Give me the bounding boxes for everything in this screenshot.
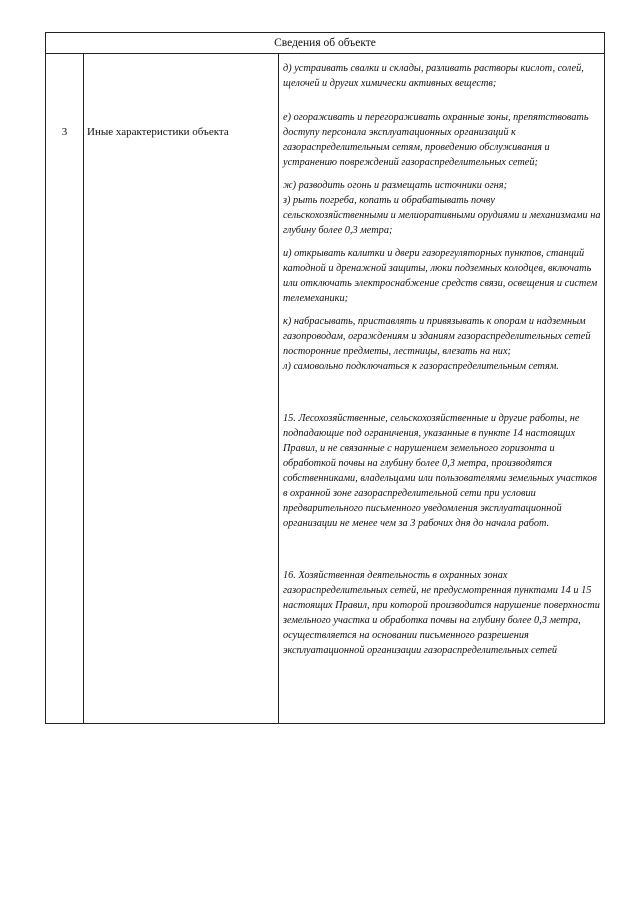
paragraph-i: и) открывать калитки и двери газорегуляторных пунктов, станций катодной и дренажной защиты, люки подземных колодцев, включать или отключать электроснабжение средств связи, освещения и систем телемеханики; <box>283 248 598 304</box>
column-divider <box>278 53 279 723</box>
row-number: 3 <box>61 126 68 138</box>
paragraph-15: 15. Лесохозяйственные, сельскохозяйственные и другие работы, не подпадающие под ограничения, указанные в пункте 14 настоящих Правил, и не связанные с нарушением земельного горизонта и обработкой почвы на глубину более 0,3 метра, производятся собственниками, владельцами или пользователями земельных участков в охранной зоне газораспределительной сети при условии предварительного письменного уведомления эксплуатационной организации не менее чем за 3 рабочих дня до начала работ. <box>283 413 597 529</box>
paragraph-k: к) набрасывать, приставлять и привязывать к опорам и надземным газопроводам, ограждениям и зданиям газораспределительных сетей посторонние предметы, лестницы, влезать на них; <box>283 316 591 357</box>
row-label: Иные характеристики объекта <box>87 126 229 138</box>
paragraph-z: з) рыть погреба, копать и обрабатывать почву сельскохозяйственными и мелиоративными орудиями и механизмами на глубину более 0,3 метра; <box>283 195 601 236</box>
paragraph-zh: ж) разводить огонь и размещать источники огня; <box>283 180 508 191</box>
row-content <box>283 61 601 658</box>
paragraph-d: д) устраивать свалки и склады, разливать растворы кислот, солей, щелочей и других химически активных веществ; <box>283 63 584 89</box>
paragraph-e: е) огораживать и перегораживать охранные зоны, препятствовать доступу персонала эксплуатационных организаций к газораспределительным сетям, проведению обслуживания и устранению повреждений газораспределительных сетей; <box>283 112 589 168</box>
object-info-table <box>45 32 605 724</box>
paragraph-16: 16. Хозяйственная деятельность в охранных зонах газораспределительных сетей, не предусмотренная пунктами 14 и 15 настоящих Правил, при которой производится нарушение поверхности земельного участка и обработка почвы на глубину более 0,3 метра, осуществляется на основании письменного разрешения эксплуатационной организации газораспределительных сетей <box>283 570 600 656</box>
column-divider <box>83 53 84 723</box>
paragraph-l: л) самовольно подключаться к газораспределительным сетям. <box>283 361 559 372</box>
table-header: Сведения об объекте <box>46 33 604 54</box>
